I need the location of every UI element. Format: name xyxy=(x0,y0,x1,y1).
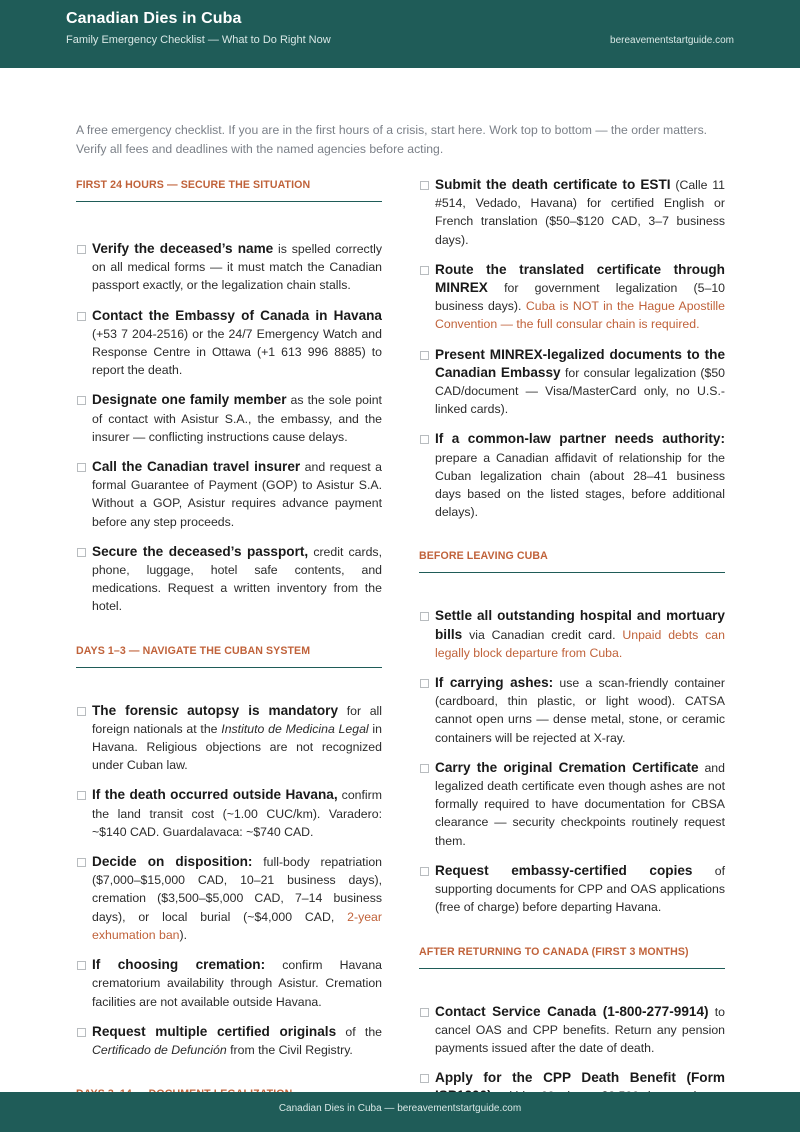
checkbox-icon[interactable] xyxy=(77,791,86,800)
checklist-item xyxy=(76,956,382,1011)
item-warning: Unpaid debts can legally block departure from Cuba. xyxy=(435,627,725,660)
checklist-item xyxy=(419,176,725,249)
checklist-item xyxy=(419,430,725,521)
page-header xyxy=(0,0,800,68)
item-lead: If carrying ashes: xyxy=(435,675,554,691)
item-lead: Carry the original Cremation Certificate xyxy=(435,759,699,775)
item-lead: Call the Canadian travel insurer xyxy=(92,459,301,475)
item-text: as the sole point of contact with Asistur S.A., the embassy, and the insurer — conflicting instructions cause delays. xyxy=(92,393,382,444)
left-column xyxy=(76,176,382,1132)
item-text: (Calle 11 #514, Vedado, Havana) for certified English or French translation ($50–$120 CAD, 3–7 business days). xyxy=(435,178,725,247)
item-lead: Secure the deceased’s passport, xyxy=(92,543,309,559)
checkbox-icon[interactable] xyxy=(420,1074,429,1083)
item-text: for consular legalization ($50 CAD/document — Visa/MasterCard only, no U.S.-linked cards). xyxy=(435,365,725,417)
item-lead: The forensic autopsy is mandatory xyxy=(92,702,339,718)
checkbox-icon[interactable] xyxy=(420,867,429,876)
checklist-item xyxy=(419,261,725,334)
item-text: full-body repatriation ($7,000–$15,000 CAD, 10–21 business days), cremation ($3,500–$5,000 CAD, 7–14 business days), or local burial (~$4,000 CAD, xyxy=(92,855,382,924)
checkbox-icon[interactable] xyxy=(420,1008,429,1017)
checkbox-icon[interactable] xyxy=(420,266,429,275)
item-lead: Settle all outstanding hospital and mortuary bills xyxy=(435,608,725,642)
item-lead: Contact the Embassy of Canada in Havana xyxy=(92,307,382,323)
item-lead: Request embassy-certified copies xyxy=(435,862,693,878)
item-text: is spelled correctly on all medical forms — it must match the Canadian passport exactly, or the legalization chain stalls. xyxy=(92,242,382,293)
checkbox-icon[interactable] xyxy=(420,435,429,444)
item-text: prepare a Canadian affidavit of relationship for the Cuban legalization chain (about 28–41 business days based on the listed stages, before additional delays). xyxy=(435,450,725,520)
item-text: via Canadian credit card. xyxy=(462,627,623,642)
item-text: credit cards, phone, luggage, hotel safe contents, and medications. Request a written inventory from the hotel. xyxy=(92,544,382,614)
checkbox-icon[interactable] xyxy=(420,764,429,773)
checkbox-icon[interactable] xyxy=(420,679,429,688)
item-lead: If the death occurred outside Havana, xyxy=(92,787,338,803)
item-warning: 2-year exhumation ban xyxy=(92,909,382,942)
checkbox-icon[interactable] xyxy=(77,245,86,254)
item-lead: Designate one family member xyxy=(92,392,287,408)
item-lead: Decide on disposition: xyxy=(92,854,253,870)
item-text: from the Civil Registry. xyxy=(226,1042,353,1057)
item-text: of the xyxy=(336,1024,383,1039)
item-text: for all foreign nationals at the xyxy=(92,703,382,736)
item-text: in Havana. Religious objections are not recognized under Cuban law. xyxy=(92,721,383,773)
item-warning: Cuba is NOT in the Hague Apostille Convention — the full consular chain is required. xyxy=(435,299,725,332)
section-heading-first-24-hours: FIRST 24 HOURS — SECURE THE SITUATION xyxy=(76,176,382,202)
item-lead: Route the translated certificate through MINREX xyxy=(435,261,725,296)
page-footer: Canadian Dies in Cuba — bereavementstartguide.com xyxy=(0,1092,800,1132)
item-text: (+53 7 204-2516) or the 24/7 Emergency Watch and Response Centre in Ottawa (+1 613 996 8885) to report the death. xyxy=(92,326,382,378)
checklist-item xyxy=(76,240,382,295)
checkbox-icon[interactable] xyxy=(77,548,86,557)
item-lead: If a common-law partner needs authority: xyxy=(435,431,725,447)
checkbox-icon[interactable] xyxy=(77,707,86,716)
item-lead: Verify the deceased’s name xyxy=(92,241,274,256)
checklist-item xyxy=(419,862,725,917)
checklist-item xyxy=(76,786,382,841)
item-lead: If choosing cremation: xyxy=(92,957,266,973)
item-text: use a scan-friendly container (cardboard, thin plastic, or light wood). CATSA cannot open urns — dense metal, stone, or ceramic containers will be rejected at X-ray. xyxy=(435,676,725,745)
checkbox-icon[interactable] xyxy=(77,312,86,321)
checklist-item xyxy=(419,346,725,419)
checklist-item xyxy=(419,674,725,747)
item-text: confirm Havana crematorium availability through Asistur. Cremation facilities are not available outside Havana. xyxy=(92,958,382,1009)
section-heading-after-returning: AFTER RETURNING TO CANADA (FIRST 3 MONTHS) xyxy=(419,943,725,969)
item-lead: Request multiple certified originals xyxy=(92,1023,337,1039)
item-text: confirm the land transit cost (~1.00 CUC/km). Varadero: ~$140 CAD. Guardalavaca: ~$740 CAD. xyxy=(92,788,383,839)
item-text: ). xyxy=(179,927,188,942)
item-lead: Contact Service Canada (1-800-277-9914) xyxy=(435,1003,709,1019)
checklist-item xyxy=(419,1003,725,1058)
checklist-item xyxy=(76,543,382,616)
header-title: Canadian Dies in Cuba xyxy=(66,10,242,27)
item-text: and legalized death certificate even though ashes are not formally required to have documentation for CBSA clearance — security checkpoints routinely request them. xyxy=(435,760,725,848)
checklist-item xyxy=(76,458,382,531)
section-heading-before-leaving-cuba: BEFORE LEAVING CUBA xyxy=(419,547,725,573)
item-emphasis: Certificado de Defunción xyxy=(92,1042,227,1057)
checkbox-icon[interactable] xyxy=(420,351,429,360)
header-site-link[interactable]: bereavementstartguide.com xyxy=(610,35,734,46)
checkbox-icon[interactable] xyxy=(77,1028,86,1037)
header-subtitle: Family Emergency Checklist — What to Do Right Now xyxy=(66,34,331,46)
checklist-item xyxy=(419,759,725,850)
item-lead: Submit the death certificate to ESTI xyxy=(435,177,671,192)
checkbox-icon[interactable] xyxy=(77,961,86,970)
intro-paragraph: A free emergency checklist. If you are in the first hours of a crisis, start here. Work top to bottom — the order matters. Verify all fees and deadlines with the named agencies before acting. xyxy=(76,123,708,156)
checklist-item xyxy=(419,607,725,662)
item-lead: Apply for the CPP Death Benefit (Form xyxy=(435,1070,725,1086)
checkbox-icon[interactable] xyxy=(77,396,86,405)
checkbox-icon[interactable] xyxy=(420,181,429,190)
item-emphasis: Instituto de Medicina Legal xyxy=(221,721,369,736)
checklist-item xyxy=(76,853,382,944)
item-text: to cancel OAS and CPP benefits. Return any pension payments issued after the date of death. xyxy=(435,1004,725,1055)
checklist-item xyxy=(76,307,382,380)
checkbox-icon[interactable] xyxy=(420,612,429,621)
checklist-item xyxy=(76,1023,382,1059)
checklist-item xyxy=(76,391,382,446)
item-lead: Present MINREX-legalized documents to the Canadian Embassy xyxy=(435,346,725,380)
section-heading-days-1-3: DAYS 1–3 — NAVIGATE THE CUBAN SYSTEM xyxy=(76,642,382,668)
checklist-item xyxy=(76,702,382,775)
item-text: of supporting documents for CPP and OAS applications (free of charge) before departing Havana. xyxy=(435,863,725,915)
item-text: for government legalization (5–10 business days). xyxy=(435,281,725,314)
checkbox-icon[interactable] xyxy=(77,858,86,867)
item-text: and request a formal Guarantee of Payment (GOP) to Asistur S.A. Without a GOP, Asistur requires advance payment before any step proceeds. xyxy=(92,460,382,529)
right-column xyxy=(419,176,725,1132)
checkbox-icon[interactable] xyxy=(77,463,86,472)
